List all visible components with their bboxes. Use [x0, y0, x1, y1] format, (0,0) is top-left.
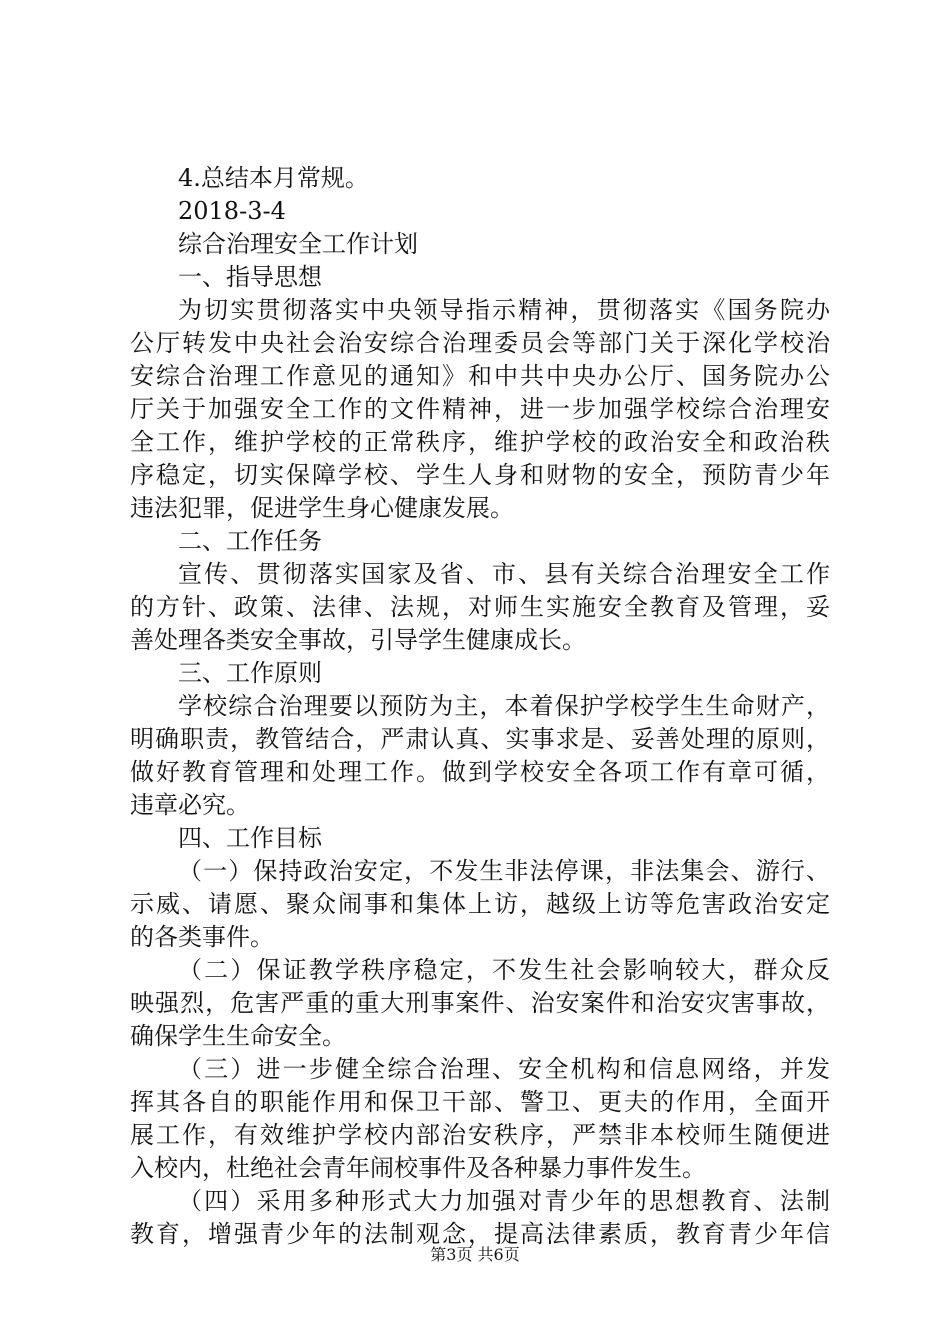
text-line: 学校综合治理要以预防为主，本着保护学校学生生命财产，	[178, 692, 830, 720]
text-line: 示威、请愿、聚众闹事和集体上访，越级上访等危害政治安定	[130, 890, 830, 918]
text-line: 做好教育管理和处理工作。做到学校安全各项工作有章可循，	[130, 758, 830, 786]
text-line: 的各类事件。	[130, 923, 274, 951]
text-line: 明确职责，教管结合，严肃认真、实事求是、妥善处理的原则，	[130, 725, 830, 753]
text-line: 综合治理安全工作计划	[178, 230, 418, 258]
document-body	[130, 162, 830, 1251]
page-footer: 第3页 共6页	[430, 1245, 520, 1264]
text-line: 确保学生生命安全。	[130, 1022, 346, 1050]
text-line: 2018-3-4	[178, 197, 286, 225]
text-line: 善处理各类安全事故，引导学生健康成长。	[130, 626, 586, 654]
text-line: （二）保证教学秩序稳定，不发生社会影响较大，群众反	[178, 956, 830, 984]
text-line: 序稳定，切实保障学校、学生人身和财物的安全，预防青少年	[130, 461, 830, 489]
text-line: 挥其各自的职能作用和保卫干部、警卫、更夫的作用，全面开	[130, 1088, 830, 1116]
text-line: 全工作，维护学校的正常秩序，维护学校的政治安全和政治秩	[130, 428, 830, 456]
text-line: （四）采用多种形式大力加强对青少年的思想教育、法制	[178, 1187, 830, 1215]
text-line: 一、指导思想	[178, 263, 322, 291]
text-line: 公厅转发中央社会治安综合治理委员会等部门关于深化学校治	[130, 329, 830, 357]
text-line: 违法犯罪，促进学生身心健康发展。	[130, 494, 514, 522]
text-line: 展工作，有效维护学校内部治安秩序，严禁非本校师生随便进	[130, 1121, 830, 1149]
text-line: 的方针、政策、法律、法规，对师生实施安全教育及管理，妥	[130, 593, 830, 621]
text-line: 4.总结本月常规。	[178, 164, 369, 192]
text-line: 宣传、贯彻落实国家及省、市、县有关综合治理安全工作	[178, 560, 830, 588]
text-line: （一）保持政治安定，不发生非法停课，非法集会、游行、	[178, 857, 830, 885]
text-line: 违章必究。	[130, 791, 250, 819]
text-line: 为切实贯彻落实中央领导指示精神，贯彻落实《国务院办	[178, 296, 830, 324]
text-line: 四、工作目标	[178, 824, 322, 852]
text-line: 映强烈，危害严重的重大刑事案件、治安案件和治安灾害事故，	[130, 989, 830, 1017]
text-line: 二、工作任务	[178, 527, 322, 555]
text-line: （三）进一步健全综合治理、安全机构和信息网络，并发	[178, 1055, 830, 1083]
text-line: 入校内，杜绝社会青年闹校事件及各种暴力事件发生。	[130, 1154, 706, 1182]
text-line: 安综合治理工作意见的通知》和中共中央办公厅、国务院办公	[130, 362, 830, 390]
text-line: 厅关于加强安全工作的文件精神，进一步加强学校综合治理安	[130, 395, 830, 423]
text-line: 三、工作原则	[178, 659, 322, 687]
text-line: 教育，增强青少年的法制观念，提高法律素质，教育青少年信	[130, 1220, 830, 1248]
